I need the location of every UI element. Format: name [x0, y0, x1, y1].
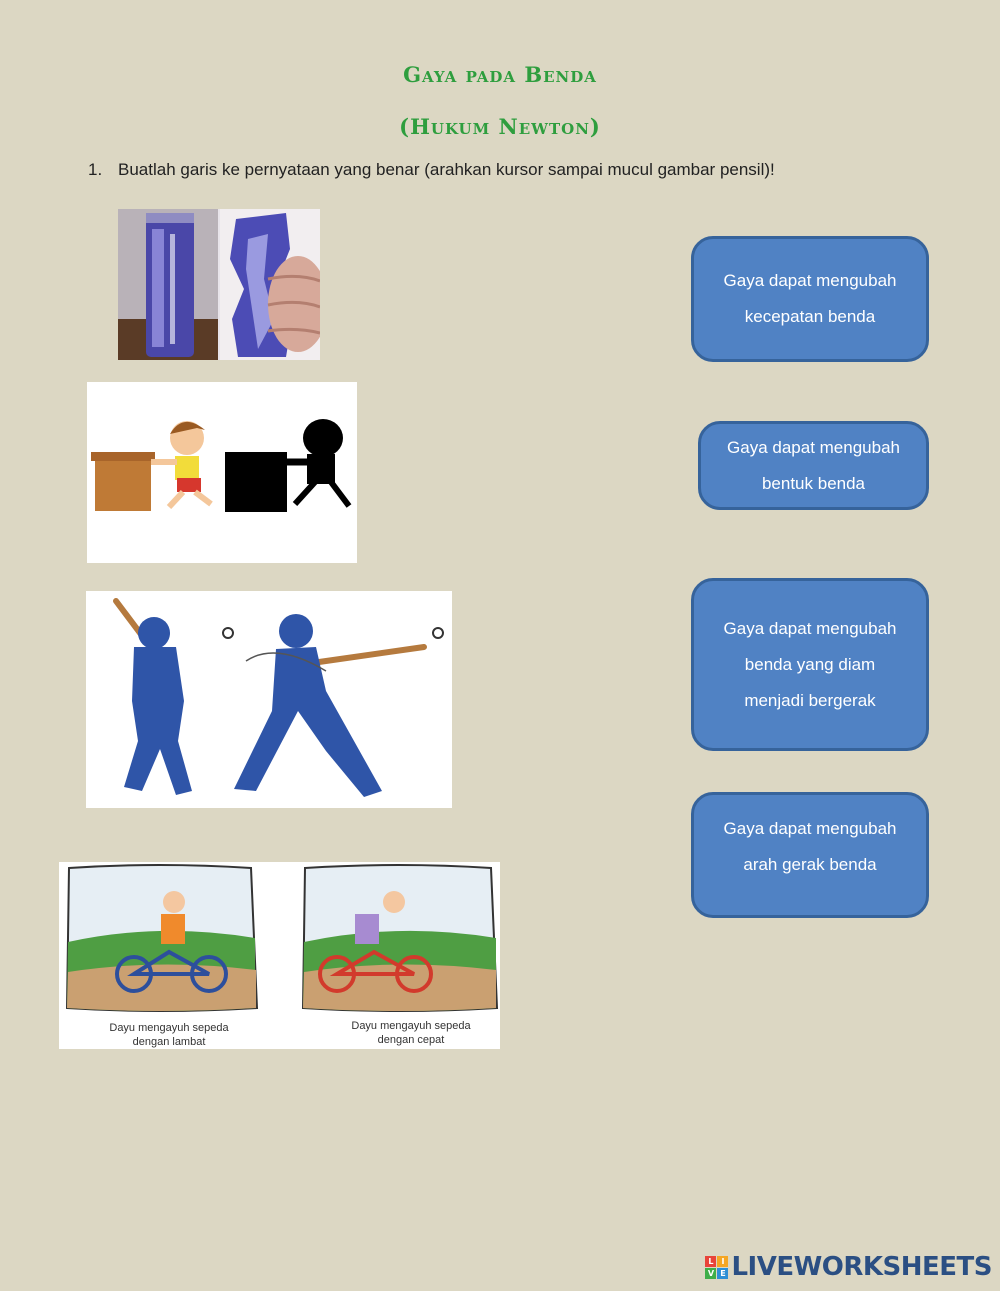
logo-block: L [705, 1256, 716, 1267]
liveworksheets-logo [705, 1252, 992, 1282]
baseball-image[interactable] [86, 591, 452, 808]
instruction-text: Buatlah garis ke pernyataan yang benar (arahkan kursor sampai mucul gambar pensil)! [118, 160, 775, 179]
logo-text: LIVEWORKSHEETS [731, 1252, 992, 1282]
card-line: Gaya dapat mengubah [723, 819, 897, 838]
logo-block: E [717, 1268, 728, 1279]
card-line: Gaya dapat mengubah [723, 271, 897, 290]
bicycle-illustration [59, 862, 500, 1049]
answer-card-bentuk[interactable] [698, 421, 929, 510]
card-line: bentuk benda [761, 473, 866, 493]
bicycle-caption-right-line1: Dayu mengayuh sepeda [351, 1020, 471, 1032]
bicycle-image[interactable] [59, 862, 500, 1049]
logo-block: I [717, 1256, 728, 1267]
push-table-illustration [87, 382, 357, 563]
can-illustration [118, 209, 320, 360]
bicycle-caption-left-line1: Dayu mengayuh sepeda [109, 1022, 229, 1034]
logo-blocks-icon [705, 1256, 728, 1279]
bicycle-caption-right-line2: dengan cepat [377, 1034, 445, 1046]
logo-block: V [705, 1268, 716, 1279]
push-table-image[interactable] [87, 382, 357, 563]
answer-card-diam-bergerak[interactable] [691, 578, 929, 751]
card-line: benda yang diam [744, 654, 876, 674]
answer-card-kecepatan[interactable] [691, 236, 929, 362]
card-line: Gaya dapat mengubah [727, 437, 900, 457]
answer-card-arah-gerak[interactable] [691, 792, 929, 918]
instruction-number: 1. [88, 160, 103, 179]
baseball-illustration [86, 591, 452, 808]
card-line: kecepatan benda [744, 307, 876, 326]
card-line: arah gerak benda [743, 855, 877, 874]
instruction [88, 160, 775, 180]
card-line: menjadi bergerak [744, 690, 876, 710]
page-subtitle: (Hukum Newton) [399, 114, 601, 139]
page-title: Gaya pada Benda [403, 62, 597, 87]
card-line: Gaya dapat mengubah [723, 618, 897, 638]
can-image[interactable] [118, 209, 320, 360]
bicycle-caption-left-line2: dengan lambat [132, 1036, 206, 1048]
